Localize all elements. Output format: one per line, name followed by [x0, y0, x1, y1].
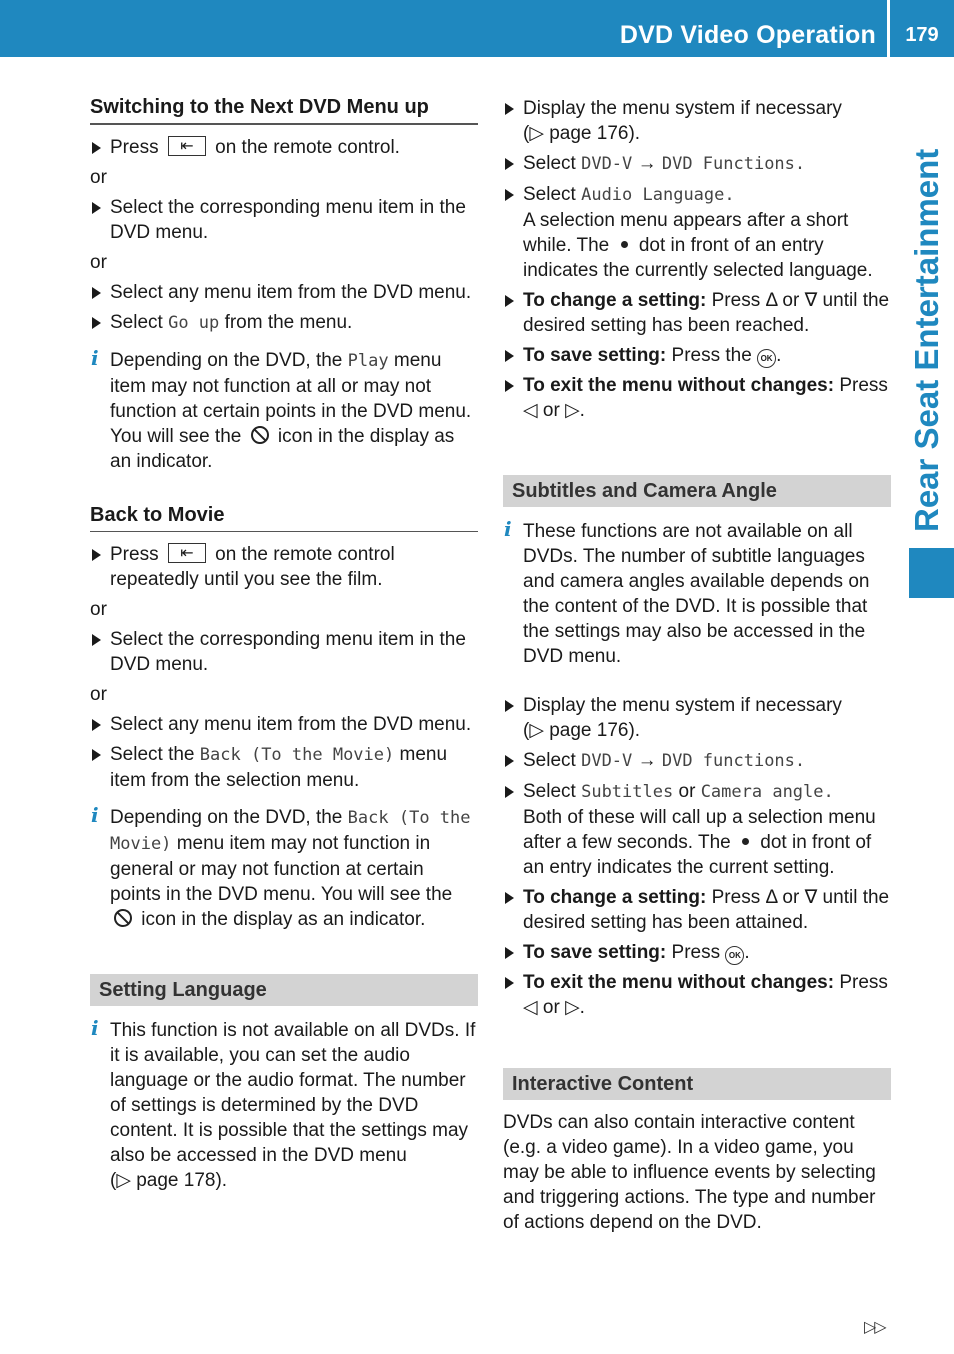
header-bar [0, 0, 954, 57]
step-item: Select Audio Language. A selection menu appears after a short while. The dot in front of an entry indicates the currently selected language. [503, 182, 891, 283]
ok-button-icon: OK [725, 946, 744, 965]
body-text: DVDs can also contain interactive content (e.g. a video game). In a video game, you may be able to influence events by selecting and triggering actions. The type and number of actions depend on the DVD. [503, 1112, 876, 1233]
section-title: DVD Video Operation [619, 21, 876, 49]
info-note: i This function is not available on all DVDs. If it is available, you can set the audio language or the audio format. The number of settings is determined by the DVD content. It is possible that the settings may also be accessed in the DVD menu (▷ page 178). [91, 1016, 476, 1191]
section-heading: Setting Language [90, 974, 478, 1006]
step-item: Select the corresponding menu item in the DVD menu. [90, 627, 478, 677]
prohibited-icon [251, 426, 269, 444]
menu-item-code: Camera angle. [700, 782, 834, 802]
section-heading: Back to Movie [90, 504, 478, 532]
step-item: Select the Back (To the Movie) menu item from the selection menu. [90, 742, 478, 793]
menu-item-code: DVD-V [581, 154, 633, 174]
step-item: To change a setting: Press Δ or ∇ until the desired setting has been reached. [503, 288, 891, 338]
left-column [90, 96, 478, 1201]
step-item: Select any menu item from the DVD menu. [90, 712, 478, 737]
side-tab-marker [909, 548, 954, 598]
menu-item-code: DVD functions. [661, 751, 806, 771]
back-to-movie-section [90, 504, 478, 932]
menu-item-code: Back (To the Movie) [110, 808, 471, 854]
step-item: To exit the menu without changes: Press ◁ or ▷. [503, 970, 891, 1020]
interactive-content-section [503, 1068, 891, 1235]
back-key-icon [168, 543, 206, 563]
step-item: Select DVD-V → DVD functions. [503, 748, 891, 774]
info-icon: i [504, 517, 512, 541]
section-heading: Subtitles and Camera Angle [503, 475, 891, 507]
menu-item-code: Audio Language. [581, 185, 735, 205]
step-item: To change a setting: Press Δ or ∇ until the desired setting has been attained. [503, 885, 891, 935]
step-item: Press ⇤ on the remote control. [90, 135, 478, 160]
step-item: Select the corresponding menu item in the DVD menu. [90, 195, 478, 245]
step-item: To save setting: Press the OK . [503, 343, 891, 368]
right-column [503, 96, 891, 1235]
step-item: Select Go up from the menu. [90, 310, 478, 336]
menu-item-code: Go up [168, 313, 220, 333]
side-tab-label: Rear Seat Entertainment [908, 148, 945, 532]
setting-language-section [90, 974, 478, 1193]
step-item: Press ⇤ on the remote control repeatedly until you see the film. [90, 542, 478, 592]
ok-button-icon: OK [757, 349, 776, 368]
or-text: or [90, 167, 107, 188]
info-icon: i [91, 346, 99, 370]
subtitles-section [503, 475, 891, 1020]
menu-item-code: Back (To the Movie) [199, 745, 395, 765]
prohibited-icon [114, 909, 132, 927]
step-item: To save setting: Press OK . [503, 940, 891, 965]
step-item: Select DVD-V → DVD Functions. [503, 151, 891, 177]
language-steps [503, 96, 891, 423]
menu-item-code: DVD-V [581, 751, 633, 771]
back-key-icon [168, 136, 206, 156]
info-note: i These functions are not available on all DVDs. The number of subtitle languages and camera angles available depends on the content of the DVD. It is possible that the settings may also be accessed in the DVD menu. [504, 517, 870, 667]
next-menu-section [90, 96, 478, 474]
selection-dot-icon [621, 241, 628, 248]
section-heading: Interactive Content [503, 1068, 891, 1100]
step-item: Display the menu system if necessary (▷ page 176). [503, 693, 891, 743]
page-number: 179 [905, 24, 939, 46]
menu-item-code: Subtitles [581, 782, 674, 802]
continue-arrows-icon: ▷▷ [864, 1319, 885, 1336]
step-item: Select Subtitles or Camera angle. Both of these will call up a selection menu after a few seconds. The dot in front of an entry indicates the current setting. [503, 779, 891, 880]
info-icon: i [91, 1016, 99, 1040]
step-item: Display the menu system if necessary (▷ page 176). [503, 96, 891, 146]
step-item: To exit the menu without changes: Press ◁ or ▷. [503, 373, 891, 423]
or-text: or [90, 599, 107, 620]
selection-dot-icon [742, 838, 749, 845]
step-item: Select any menu item from the DVD menu. [90, 280, 478, 305]
or-text: or [90, 684, 107, 705]
info-note: i Depending on the DVD, the Play menu item may not function at all or may not function at certain points in the DVD menu. You will see the icon in the display as an indicator. [91, 346, 472, 472]
menu-item-code: DVD Functions. [661, 154, 806, 174]
info-icon: i [91, 803, 99, 827]
info-note: i Depending on the DVD, the Back (To the Movie) menu item may not function in general or may not function at certain points in the DVD menu. You will see the icon in the display as an indicator. [91, 803, 471, 930]
section-heading: Switching to the Next DVD Menu up [90, 96, 478, 125]
menu-item-code: Play [347, 351, 389, 371]
or-text: or [90, 252, 107, 273]
